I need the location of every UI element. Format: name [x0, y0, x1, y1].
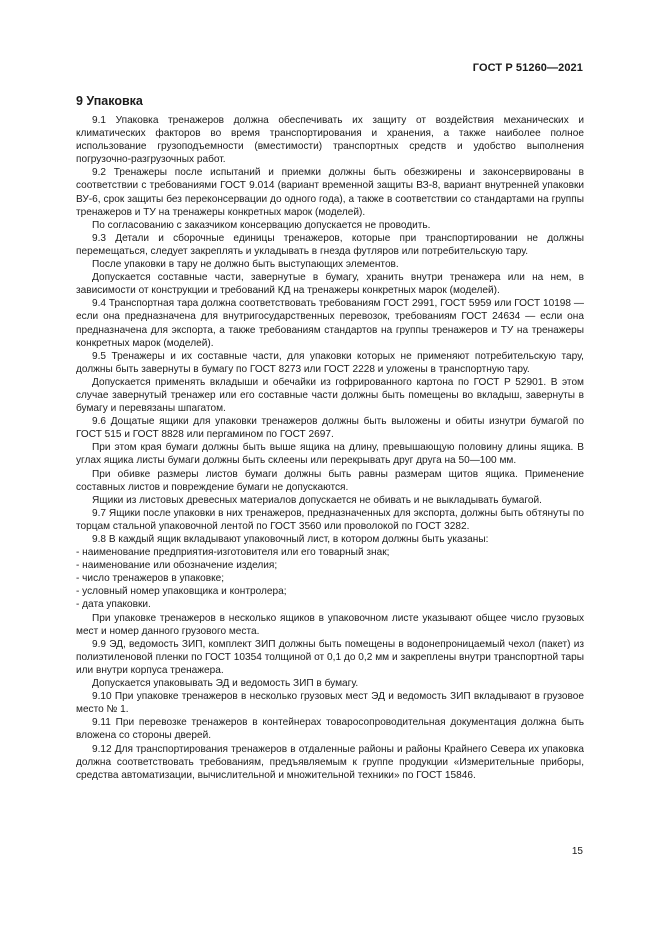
paragraph: 9.11 При перевозке тренажеров в контейнерах товаросопроводительная документация должна быть вложена со стороны дверей. [76, 717, 584, 742]
list-item: - наименование или обозначение изделия; [76, 560, 278, 572]
paragraph: Ящики из листовых древесных материалов допускается не обивать и не выкладывать бумагой. [92, 494, 542, 506]
paragraph: По согласованию с заказчиком консервацию допускается не проводить. [92, 219, 431, 231]
paragraph: 9.8 В каждый ящик вкладывают упаковочный лист, в котором должны быть указаны: [92, 534, 489, 545]
list-item: - условный номер упаковщика и контролера; [76, 586, 287, 598]
list-item: - дата упаковки. [76, 599, 151, 611]
paragraph: 9.5 Тренажеры и их составные части, для упаковки которых не применяют потребительскую тару, должны быть завернуты в бумагу по ГОСТ 8273 или ГОСТ 2228 и уложены в транспортную тару. [76, 350, 584, 375]
paragraph: 9.10 При упаковке тренажеров в несколько грузовых мест ЭД и ведомость ЗИП вкладывают в грузовое место № 1. [76, 691, 584, 716]
paragraph: Допускается применять вкладыши и обечайки из гофрированного картона по ГОСТ Р 52901. В этом случае завернутый тренажер или его составные части должны быть помещены во вкладыш, завернуты в бумагу и перевязаны шпагатом. [76, 376, 584, 415]
paragraph: 9.6 Дощатые ящики для упаковки тренажеров должны быть выложены и обиты изнутри бумагой по ГОСТ 515 и ГОСТ 8828 или пергамином по ГОСТ 2697. [76, 416, 584, 441]
paragraph: После упаковки в тару не должно быть выступающих элементов. [92, 259, 399, 271]
section-body [76, 114, 584, 782]
paragraph: При этом края бумаги должны быть выше ящика на длину, превышающую половину длины ящика. В углах ящика листы бумаги должны быть склеены или перекрывать друг друга на 50—100 мм. [76, 442, 584, 467]
page-number: 15 [571, 846, 583, 857]
paragraph: 9.3 Детали и сборочные единицы тренажеров, которые при транспортировании не должны перемещаться, следует закреплять и укладывать в гнезда футляров или потребительскую тару. [76, 232, 584, 257]
paragraph: Допускается составные части, завернутые в бумагу, хранить внутри тренажера или на нем, в зависимости от конструкции и требований КД на тренажеры конкретных марок (моделей). [76, 272, 584, 297]
standard-header: ГОСТ Р 51260—2021 [472, 62, 583, 74]
paragraph: 9.7 Ящики после упаковки в них тренажеров, предназначенных для экспорта, должны быть обтянуты по торцам стальной упаковочной лентой по ГОСТ 3560 или проволокой по ГОСТ 3282. [76, 507, 584, 532]
paragraph: 9.12 Для транспортирования тренажеров в отдаленные районы и районы Крайнего Севера их упаковка должна соответствовать требованиям, предъявляемым к группе продукции «Измерительные приборы, средства автоматизации, вычислительной и множительной техники» по ГОСТ 15846. [76, 743, 584, 781]
list-item: - число тренажеров в упаковке; [76, 573, 225, 585]
section-title: 9 Упаковка [76, 94, 143, 108]
list-item: - наименование предприятия-изготовителя или его товарный знак; [76, 547, 390, 559]
paragraph: 9.2 Тренажеры после испытаний и приемки должны быть обезжирены и законсервированы в соответствии с требованиями ГОСТ 9.014 (вариант временной защиты ВЗ-8, вариант внутренней упаковки ВУ-6, срок защиты без переконсервации до одного года), а также в соответствии со стандартами на группы тренажеров и ТУ на тренажеры конкретных марок (моделей). [76, 167, 584, 218]
paragraph: 9.1 Упаковка тренажеров должна обеспечивать их защиту от воздействия механических и климатических факторов во время транспортирования и хранения, а также наиболее полное использование грузоподъемности (вместимости) транспортных средств и удобство выполнения погрузочно-разгрузочных работ. [76, 115, 584, 166]
paragraph: 9.4 Транспортная тара должна соответствовать требованиям ГОСТ 2991, ГОСТ 5959 или ГОСТ 10198 — если она предназначена для внутригосударственных перевозок, требованиям ГОСТ 24634 — если она предназначена для экспорта, а также требованиям стандартов на группы тренажеров и ТУ на тренажеры конкретных марок (моделей). [76, 298, 584, 349]
paragraph: При упаковке тренажеров в несколько ящиков в упаковочном листе указывают общее число грузовых мест и номер данного грузового места. [76, 612, 584, 637]
paragraph: Допускается упаковывать ЭД и ведомость ЗИП в бумагу. [92, 678, 359, 690]
paragraph: При обивке размеры листов бумаги должны быть равны размерам щитов ящика. Применение составных листов и повреждение бумаги не допускаются. [76, 468, 584, 493]
paragraph: 9.9 ЭД, ведомость ЗИП, комплект ЗИП должны быть помещены в водонепроницаемый чехол (пакет) из полиэтиленовой пленки по ГОСТ 10354 толщиной от 0,1 до 0,2 мм и закреплены внутри транспортной тары или внутри корпуса тренажера. [76, 638, 584, 676]
